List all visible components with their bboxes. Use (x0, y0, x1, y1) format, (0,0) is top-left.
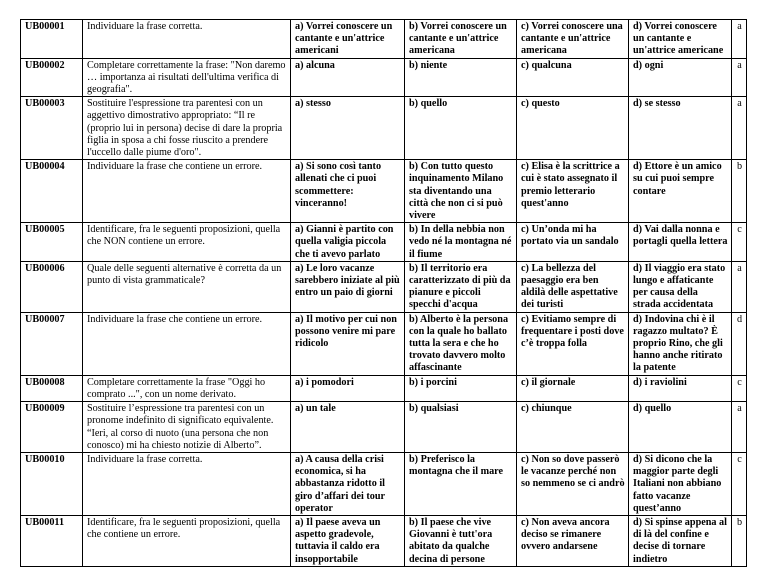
question-row (21, 97, 747, 160)
option-c: c) Non so dove passerò le vacanze perché non so nemmeno se ci andrò (517, 452, 629, 515)
correct-answer: b (732, 160, 747, 223)
question-row (21, 312, 747, 375)
option-d: d) Vai dalla nonna e portagli quella lettera (629, 223, 732, 262)
option-c: c) Elisa è la scrittrice a cui è stato assegnato il premio letterario quest'anno (517, 160, 629, 223)
question-text: Individuare la frase corretta. (83, 20, 291, 59)
question-code: UB00008 (21, 375, 83, 401)
correct-answer: c (732, 375, 747, 401)
question-row (21, 452, 747, 515)
question-row (21, 223, 747, 262)
question-text: Individuare la frase che contiene un errore. (83, 312, 291, 375)
option-c: c) qualcuna (517, 58, 629, 97)
option-c: c) il giornale (517, 375, 629, 401)
option-a: a) Gianni è partito con quella valigia piccola che ti avevo parlato (291, 223, 405, 262)
option-c: c) questo (517, 97, 629, 160)
question-text: Individuare la frase corretta. (83, 452, 291, 515)
option-b: b) Preferisco la montagna che il mare (405, 452, 517, 515)
option-b: b) Alberto è la persona con la quale ho ballato tutta la sera e che ho trovato davvero molto affascinante (405, 312, 517, 375)
option-a: a) stesso (291, 97, 405, 160)
question-text: Identificare, fra le seguenti proposizioni, quella che NON contiene un errore. (83, 223, 291, 262)
option-b: b) Con tutto questo inquinamento Milano sta diventando una città che non ci si può vivere (405, 160, 517, 223)
option-d: d) quello (629, 402, 732, 453)
option-d: d) se stesso (629, 97, 732, 160)
question-row (21, 261, 747, 312)
option-b: b) Il territorio era caratterizzato di più da pianure e piccoli specchi d'acqua (405, 261, 517, 312)
option-d: d) Si dicono che la maggior parte degli Italiani non abbiano fatto vacanze quest’anno (629, 452, 732, 515)
correct-answer: a (732, 402, 747, 453)
option-d: d) Indovina chi è il ragazzo multato? È proprio Rino, che gli hanno anche ritirato la patente (629, 312, 732, 375)
question-code: UB00010 (21, 452, 83, 515)
correct-answer: b (732, 515, 747, 566)
option-b: b) i porcini (405, 375, 517, 401)
question-code: UB00002 (21, 58, 83, 97)
option-d: d) Si spinse appena al di là del confine e decise di tornare indietro (629, 515, 732, 566)
correct-answer: a (732, 20, 747, 59)
quiz-table (20, 19, 747, 567)
question-text: Individuare la frase che contiene un errore. (83, 160, 291, 223)
question-text: Quale delle seguenti alternative è corretta da un punto di vista grammaticale? (83, 261, 291, 312)
question-text: Sostituire l'espressione tra parentesi con un aggettivo dimostrativo appropriato: “Il re (proprio lui in persona) decise di dare la propria figlia in sposa a chi fosse riuscito a prendere l'uccello dalle piume d'oro". (83, 97, 291, 160)
question-row (21, 160, 747, 223)
option-d: d) i raviolini (629, 375, 732, 401)
question-code: UB00009 (21, 402, 83, 453)
question-code: UB00001 (21, 20, 83, 59)
question-code: UB00004 (21, 160, 83, 223)
question-row (21, 402, 747, 453)
option-d: d) Il viaggio era stato lungo e affaticante per causa della strada accidentata (629, 261, 732, 312)
option-a: a) Vorrei conoscere un cantante e un'attrice americani (291, 20, 405, 59)
question-row (21, 375, 747, 401)
correct-answer: a (732, 97, 747, 160)
option-c: c) Vorrei conoscere una cantante e un'attrice americana (517, 20, 629, 59)
option-b: b) Il paese che vive Giovanni è tutt'ora abitato da qualche decina di persone (405, 515, 517, 566)
option-d: d) Vorrei conoscere un cantante e un'attrice americane (629, 20, 732, 59)
question-row (21, 20, 747, 59)
question-row (21, 58, 747, 97)
option-c: c) Un’onda mi ha portato via un sandalo (517, 223, 629, 262)
question-text: Identificare, fra le seguenti proposizioni, quella che contiene un errore. (83, 515, 291, 566)
option-a: a) Il paese aveva un aspetto gradevole, tuttavia il caldo era insopportabile (291, 515, 405, 566)
correct-answer: a (732, 261, 747, 312)
option-d: d) Ettore è un amico su cui puoi sempre contare (629, 160, 732, 223)
option-d: d) ogni (629, 58, 732, 97)
option-b: b) quello (405, 97, 517, 160)
correct-answer: a (732, 58, 747, 97)
question-text: Sostituire l’espressione tra parentesi con un pronome indefinito di significato equivalente. “Ieri, al corso di nuoto (una persona che non conosco) mi ha chiesto notizie di Alberto”. (83, 402, 291, 453)
option-a: a) alcuna (291, 58, 405, 97)
question-code: UB00006 (21, 261, 83, 312)
question-code: UB00007 (21, 312, 83, 375)
option-c: c) Non aveva ancora deciso se rimanere ovvero andarsene (517, 515, 629, 566)
question-text: Completare correttamente la frase "Oggi ho comprato ...", con un nome derivato. (83, 375, 291, 401)
option-b: b) In della nebbia non vedo né la montagna né il fiume (405, 223, 517, 262)
option-c: c) chiunque (517, 402, 629, 453)
question-code: UB00003 (21, 97, 83, 160)
option-b: b) niente (405, 58, 517, 97)
option-a: a) A causa della crisi economica, si ha abbastanza ridotto il giro d’affari dei tour operator (291, 452, 405, 515)
option-a: a) Si sono così tanto allenati che ci puoi scommettere: vinceranno! (291, 160, 405, 223)
option-a: a) Le loro vacanze sarebbero iniziate al più entro un paio di giorni (291, 261, 405, 312)
question-text: Completare correttamente la frase: "Non daremo … importanza ai risultati dell'ultima verifica di geografia". (83, 58, 291, 97)
option-c: c) Evitiamo sempre di frequentare i posti dove c’è troppa folla (517, 312, 629, 375)
correct-answer: c (732, 223, 747, 262)
option-a: a) Il motivo per cui non possono venire mi pare ridicolo (291, 312, 405, 375)
quiz-table-body (21, 20, 747, 567)
question-row (21, 515, 747, 566)
option-b: b) qualsiasi (405, 402, 517, 453)
option-c: c) La bellezza del paesaggio era ben aldilà delle aspettative dei turisti (517, 261, 629, 312)
option-a: a) un tale (291, 402, 405, 453)
question-code: UB00011 (21, 515, 83, 566)
question-code: UB00005 (21, 223, 83, 262)
option-a: a) i pomodori (291, 375, 405, 401)
correct-answer: d (732, 312, 747, 375)
correct-answer: c (732, 452, 747, 515)
option-b: b) Vorrei conoscere un cantante e un'attrice americana (405, 20, 517, 59)
